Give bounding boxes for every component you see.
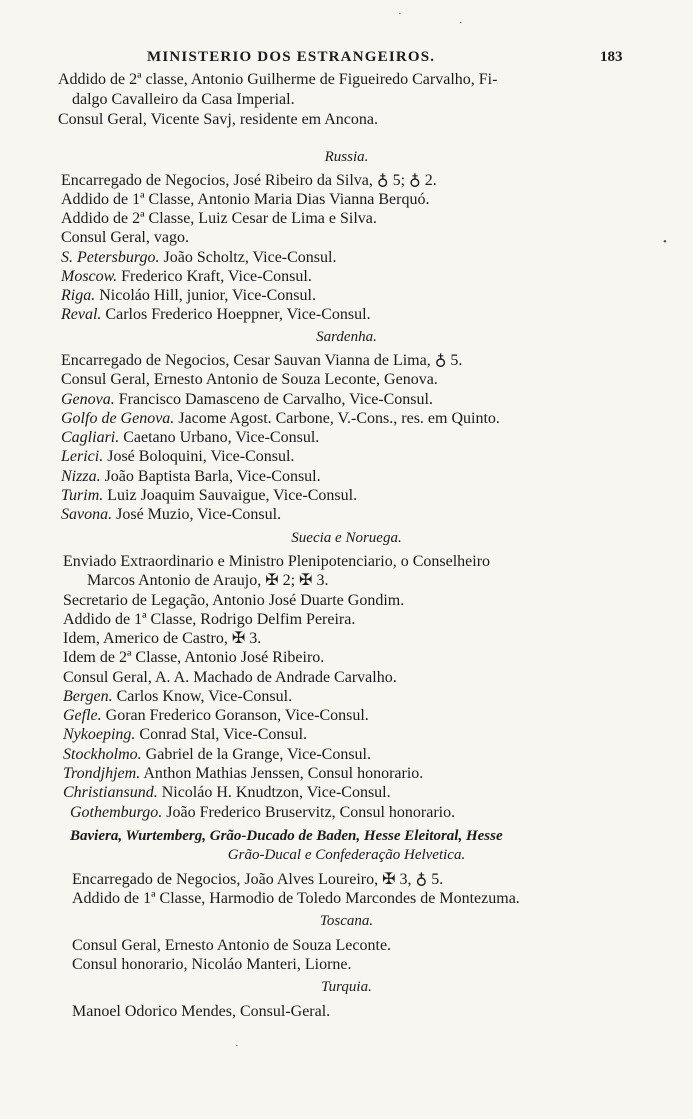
text-line: Consul Geral, vago.: [61, 229, 189, 246]
text-line: Lerici. José Boloquini, Vice-Consul.: [61, 448, 295, 465]
print-speck: •: [663, 236, 667, 248]
text-line: Nizza. João Baptista Barla, Vice-Consul.: [61, 468, 321, 485]
section-heading: Sardenha.: [316, 329, 377, 345]
print-speck: ·: [235, 1040, 239, 1052]
text-line: Riga. Nicoláo Hill, junior, Vice-Consul.: [61, 287, 316, 304]
text-line: Encarregado de Negocios, José Ribeiro da Silva, ♁ 5; ♁ 2.: [61, 172, 437, 189]
text-line: Genova. Francisco Damasceno de Carvalho, Vice-Consul.: [61, 391, 433, 408]
text-line: Gothemburgo. João Frederico Bruservitz, Consul honorario.: [70, 804, 456, 821]
text-line: Consul Geral, Ernesto Antonio de Souza Leconte.: [72, 937, 392, 954]
section-heading: Toscana.: [319, 913, 374, 929]
text-line: Savona. José Muzio, Vice-Consul.: [61, 506, 282, 523]
section-heading: Grão-Ducal e Confederação Helvetica.: [227, 847, 466, 863]
text-line: Encarregado de Negocios, Cesar Sauvan Vianna de Lima, ♁ 5.: [61, 352, 463, 369]
text-line: Christiansund. Nicoláo H. Knudtzon, Vice-Consul.: [63, 784, 391, 801]
text-line: Addido de 1ª Classe, Rodrigo Delfim Pereira.: [63, 611, 356, 628]
text-line: Idem de 2ª Classe, Antonio José Ribeiro.: [63, 649, 325, 666]
page-title: MINISTERIO DOS ESTRANGEIROS.: [147, 49, 436, 65]
text-line: Addido de 2ª classe, Antonio Guilherme de Figueiredo Carvalho, Fi-: [58, 71, 498, 88]
text-line: Encarregado de Negocios, João Alves Loureiro, ✠ 3, ♁ 5.: [72, 871, 444, 888]
text-line: Cagliari. Caetano Urbano, Vice-Consul.: [61, 429, 320, 446]
text-line: Reval. Carlos Frederico Hoeppner, Vice-Consul.: [61, 306, 371, 323]
text-line: Marcos Antonio de Araujo, ✠ 2; ✠ 3.: [87, 572, 329, 589]
text-line: Manoel Odorico Mendes, Consul-Geral.: [72, 1003, 331, 1020]
text-line: Trondjhjem. Anthon Mathias Jenssen, Consul honorario.: [63, 765, 424, 782]
text-line: Consul Geral, Ernesto Antonio de Souza Leconte, Genova.: [61, 371, 438, 388]
text-line: Consul Geral, A. A. Machado de Andrade Carvalho.: [63, 669, 397, 686]
text-line: Addido de 2ª Classe, Luiz Cesar de Lima e Silva.: [61, 210, 377, 227]
section-heading: Turquia.: [321, 979, 372, 995]
text-line: Enviado Extraordinario e Ministro Plenipotenciario, o Conselheiro: [63, 553, 491, 570]
text-line: Gefle. Goran Frederico Goranson, Vice-Consul.: [63, 707, 369, 724]
text-line: Idem, Americo de Castro, ✠ 3.: [63, 630, 262, 647]
print-speck: ·: [459, 17, 463, 29]
text-line: Stockholmo. Gabriel de la Grange, Vice-Consul.: [63, 746, 371, 763]
text-line: Bergen. Carlos Know, Vice-Consul.: [63, 688, 293, 705]
text-line: Secretario de Legação, Antonio José Duarte Gondim.: [63, 592, 405, 609]
print-speck: ·: [398, 8, 402, 20]
text-line: S. Petersburgo. João Scholtz, Vice-Consul.: [61, 249, 337, 266]
section-heading: Suecia e Noruega.: [291, 530, 402, 546]
text-line: dalgo Cavalleiro da Casa Imperial.: [72, 91, 295, 108]
section-heading: Baviera, Wurtemberg, Grão-Ducado de Baden, Hesse Eleitoral, Hesse: [70, 828, 503, 844]
text-line: Consul Geral, Vicente Savj, residente em Ancona.: [58, 111, 378, 128]
text-line: Consul honorario, Nicoláo Manteri, Liorne.: [72, 956, 352, 973]
text-line: Turim. Luiz Joaquim Sauvaigue, Vice-Consul.: [61, 487, 358, 504]
text-line: Addido de 1ª Classe, Harmodio de Toledo Marcondes de Montezuma.: [72, 890, 520, 907]
text-line: Moscow. Frederico Kraft, Vice-Consul.: [61, 268, 312, 285]
text-line: Nykoeping. Conrad Stal, Vice-Consul.: [63, 726, 308, 743]
text-line: Addido de 1ª Classe, Antonio Maria Dias Vianna Berquó.: [61, 191, 430, 208]
page-number: 183: [600, 49, 623, 65]
page-header: [0, 49, 693, 69]
text-line: Golfo de Genova. Jacome Agost. Carbone, V.-Cons., res. em Quinto.: [61, 410, 500, 427]
section-heading: Russia.: [324, 149, 369, 165]
